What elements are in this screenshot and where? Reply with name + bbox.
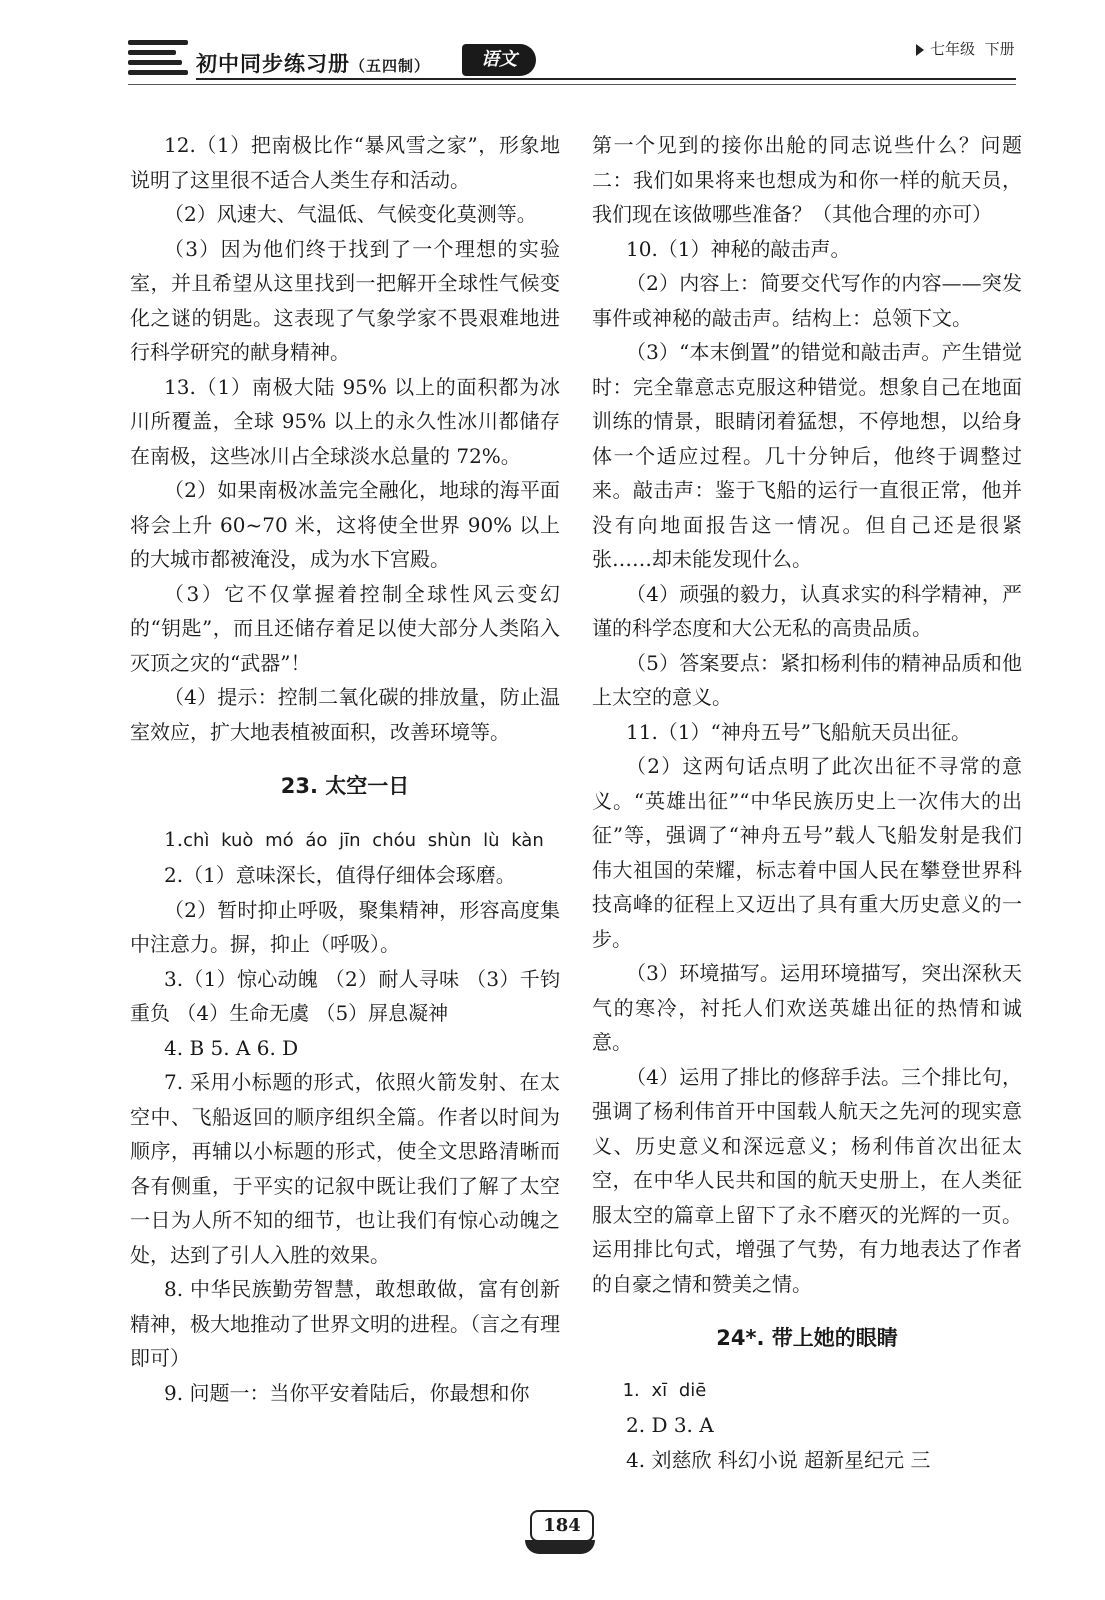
- graduation-cap-icon: [525, 1540, 595, 1554]
- subject-tab: 语文: [462, 44, 536, 76]
- pinyin-answer: [130, 822, 560, 859]
- section-heading: 24*. 带上她的眼睛: [716, 1326, 898, 1350]
- answer-paragraph: （4）提示：控制二氧化碳的排放量，防止温室效应，扩大地表植被面积，改善环境等。: [130, 685, 560, 744]
- book-logo-icon: [128, 40, 188, 84]
- answer-paragraph: 7. 采用小标题的形式，依照火箭发射、在太空中、飞船返回的顺序组织全篇。作者以时间为顺序，再辅以小标题的形式，使全文思路清晰而各有侧重，于平实的记叙中既让我们了解了太空一日为人所不知的细节，也让我们有惊心动魄之处，达到了引人入胜的效果。: [130, 1070, 560, 1267]
- answer-paragraph: （4）运用了排比的修辞手法。三个排比句，强调了杨利伟首开中国载人航天之先河的现实意义、历史意义和深远意义；杨利伟首次出征太空，在中华人民共和国的航天史册上，在人类征服太空的篇章上留下了永不磨灭的光辉的一页。运用排比句式，增强了气势，有力地表达了作者的自豪之情和赞美之情。: [592, 1064, 1022, 1296]
- page-header: [0, 0, 1105, 90]
- triangle-icon: [916, 44, 924, 56]
- grade-text: 七年级: [930, 40, 976, 58]
- book-edition: （五四制）: [350, 57, 431, 75]
- answer-paragraph: 8. 中华民族勤劳智慧，敢想敢做，富有创新精神，极大地推动了世界文明的进程。（言之有理即可）: [130, 1277, 560, 1370]
- answer-paragraph: （3）因为他们终于找到了一个理想的实验室，并且希望从这里找到一把解开全球性气候变化之谜的钥匙。这表现了气象学家不畏艰难地进行科学研究的献身精神。: [130, 236, 560, 364]
- answer-paragraph: （3）环境描写。运用环境描写，突出深秋天气的寒冷，衬托人们欢送英雄出征的热情和诚意。: [592, 961, 1022, 1054]
- answer-paragraph: 2. D 3. A: [626, 1413, 714, 1437]
- answer-paragraph: （2）内容上：简要交代写作的内容——突发事件或神秘的敲击声。结构上：总领下文。: [592, 271, 1022, 330]
- answer-paragraph: （2）这两句话点明了此次出征不寻常的意义。“英雄出征”“中华民族历史上一次伟大的出征”等，强调了“神舟五号”载人飞船发射是我们伟大祖国的荣耀，标志着中国人民在攀登世界科技高峰的征程上又迈出了具有重大历史意义的一步。: [592, 754, 1022, 951]
- right-column: [592, 128, 1022, 1477]
- answer-paragraph: （5）答案要点：紧扣杨利伟的精神品质和他上太空的意义。: [592, 650, 1022, 709]
- grade-label: [916, 38, 1015, 59]
- page-number: 184: [530, 1510, 594, 1542]
- answer-paragraph: （2）暂时抑止呼吸，聚集精神，形容高度集中注意力。摒，抑止（呼吸）。: [130, 897, 560, 956]
- volume-text: 下册: [984, 40, 1015, 58]
- answer-paragraph: 10.（1）神秘的敲击声。: [626, 236, 851, 261]
- answer-paragraph: 12.（1）把南极比作“暴风雪之家”，形象地说明了这里很不适合人类生存和活动。: [130, 133, 560, 192]
- answer-paragraph: （2）如果南极冰盖完全融化，地球的海平面将会上升 60~70 米，这将使全世界 90% 以上的大城市都被淹没，成为水下宫殿。: [130, 478, 560, 571]
- answer-paragraph: （3）它不仅掌握着控制全球性风云变幻的“钥匙”，而且还储存着足以使大部分人类陷入灭顶之灾的“武器”！: [130, 581, 560, 675]
- answer-paragraph: 3.（1）惊心动魄 （2）耐人寻味 （3）千钧重负 （4）生命无虞 （5）屏息凝神: [130, 966, 560, 1025]
- section-heading: 23. 太空一日: [280, 774, 410, 798]
- answer-paragraph: 13.（1）南极大陆 95% 以上的面积都为冰川所覆盖，全球 95% 以上的永久性冰川都储存在南极，这些冰川占全球淡水总量的 72%。: [130, 374, 560, 468]
- header-rule-thin: [128, 84, 1016, 85]
- answer-paragraph: 4. 刘慈欣 科幻小说 超新星纪元 三: [626, 1447, 931, 1472]
- pinyin-text: chì kuò mó áo jīn chóu shùn lù kàn: [183, 829, 544, 851]
- left-column: [130, 128, 560, 1410]
- answer-paragraph: 11.（1）“神舟五号”飞船航天员出征。: [626, 719, 971, 744]
- pinyin-answer: 1. xī diē: [622, 1379, 707, 1401]
- answer-paragraph: （4）顽强的毅力，认真求实的科学精神，严谨的科学态度和大公无私的高贵品质。: [592, 581, 1022, 640]
- answer-paragraph: 第一个见到的接你出舱的同志说些什么？问题二：我们如果将来也想成为和你一样的航天员，我们现在该做哪些准备？（其他合理的亦可）: [592, 133, 1022, 226]
- answer-paragraph: （2）风速大、气温低、气候变化莫测等。: [164, 202, 537, 226]
- answer-paragraph: 2.（1）意味深长，值得仔细体会琢磨。: [164, 863, 516, 887]
- answer-paragraph: 4. B 5. A 6. D: [164, 1035, 299, 1060]
- answer-paragraph: （3）“本末倒置”的错觉和敲击声。产生错觉时：完全靠意志克服这种错觉。想象自己在地面训练的情景，眼睛闭着猛想，不停地想，以给身体一个适应过程。几十分钟后，他终于调整过来。敲击声：鉴于飞船的运行一直很正常，他并没有向地面报告这一情况。但自己还是很紧张……却未能发现什么。: [592, 340, 1022, 571]
- answer-paragraph: 9. 问题一：当你平安着陆后，你最想和你: [164, 1380, 530, 1405]
- page-footer: [520, 1500, 600, 1560]
- header-rule: [196, 78, 1016, 80]
- question-number: 1.: [164, 826, 184, 851]
- book-title-text: 初中同步练习册: [196, 51, 350, 76]
- book-title: [196, 48, 430, 78]
